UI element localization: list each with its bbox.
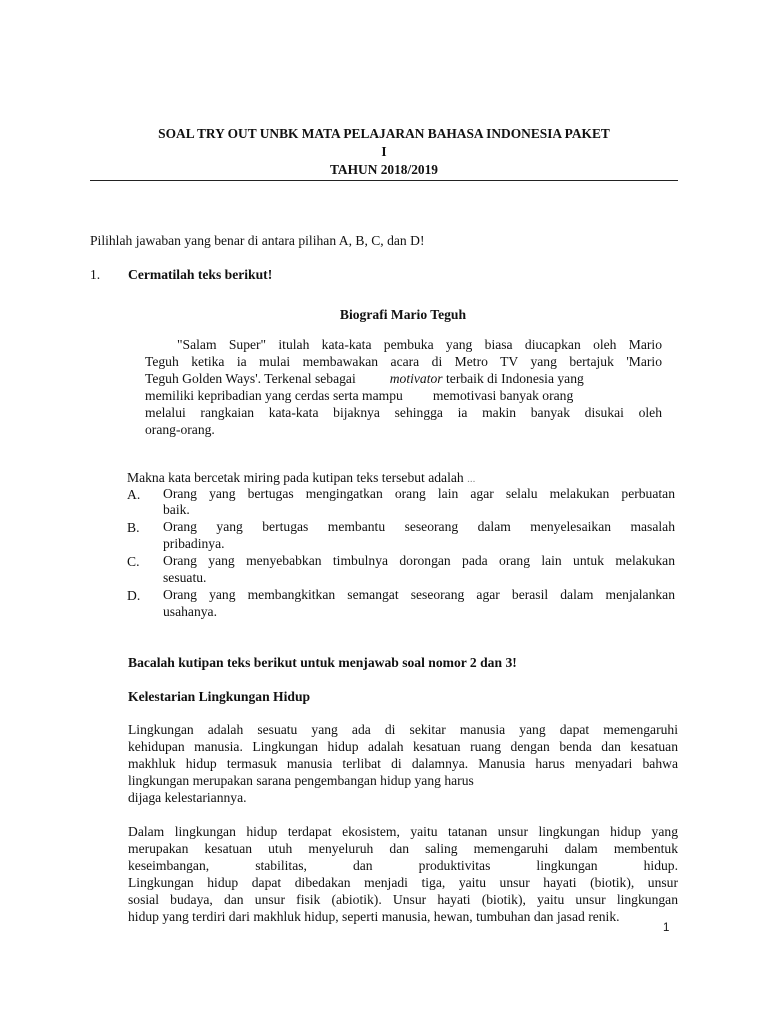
option-text-cont: baik. [163,502,190,517]
document-title-line-2: I [381,144,387,159]
passage-line: "Salam Super" itulah kata-kata pembuka yang biasa diucapkan oleh Mario [177,337,662,352]
header-divider [90,180,678,181]
word: dan [352,858,373,873]
word: hidup. [643,858,678,873]
paragraph-line: Lingkungan adalah sesuatu yang ada di sekitar manusia yang dapat memengaruhi [128,722,678,737]
section-instruction: Bacalah kutipan teks berikut untuk menjawab soal nomor 2 dan 3! [128,655,517,670]
section-title: Kelestarian Lingkungan Hidup [128,689,311,704]
passage-line: Teguh ketika ia mulai membawakan acara di Metro TV yang bertajuk 'Mario [145,354,662,369]
question-text: Makna kata bercetak miring pada kutipan teks tersebut adalah ... [127,470,476,485]
passage-title: Biografi Mario Teguh [339,307,467,322]
option-text: Orang yang bertugas mengingatkan orang lain agar selalu melakukan perbuatan [163,486,675,501]
paragraph-line: dijaga kelestariannya. [128,790,247,805]
option-text: Orang yang bertugas membantu seseorang dalam menyelesaikan masalah [163,519,675,534]
passage-line: memiliki kepribadian yang cerdas serta mampu memotivasi banyak orang [145,388,574,403]
question-number: 1. [90,267,101,282]
question-prompt: Cermatilah teks berikut! [128,267,273,282]
word: keseimbangan, [128,858,210,873]
passage-line: melalui rangkaian kata-kata bijaknya sehingga ia makin banyak disukai oleh [145,405,662,420]
word: stabilitas, [255,858,307,873]
paragraph-line: merupakan kesatuan utuh menyeluruh dan saling memengaruhi dalam membentuk [128,841,678,856]
option-letter: B. [127,520,140,535]
paragraph-line: Dalam lingkungan hidup terdapat ekosistem, yaitu tatanan unsur lingkungan hidup yang [128,824,678,839]
document-year: TAHUN 2018/2019 [330,162,438,177]
paragraph-line: makhluk hidup termasuk manusia terlibat di dalamnya. Manusia harus menyadari bahwa [128,756,678,771]
passage-line: Teguh Golden Ways'. Terkenal sebagai motivator terbaik di Indonesia yang [145,371,584,386]
passage-line: orang-orang. [145,422,215,437]
document-title-line-1: SOAL TRY OUT UNBK MATA PELAJARAN BAHASA INDONESIA PAKET [158,126,610,141]
option-letter: D. [127,588,141,603]
paragraph-line-justified [128,857,678,874]
option-letter: C. [127,554,140,569]
option-text-cont: usahanya. [163,604,217,619]
option-text-cont: pribadinya. [163,536,225,551]
paragraph-line: hidup yang terdiri dari makhluk hidup, seperti manusia, hewan, tumbuhan dan jasad renik. [128,909,620,924]
option-text: Orang yang membangkitkan semangat seseorang agar berasil dalam menjalankan [163,587,675,602]
option-text: Orang yang menyebabkan timbulnya dorongan pada orang lain untuk melakukan [163,553,675,568]
option-letter: A. [127,487,141,502]
paragraph-line: sosial budaya, dan unsur fisik (abiotik). Unsur hayati (biotik), yaitu unsur lingkungan [128,892,678,907]
paragraph-line: lingkungan merupakan sarana pengembangan hidup yang harus [128,773,474,788]
question-ellipsis: ... [467,473,476,485]
word: lingkungan [536,858,598,873]
paragraph-line: kehidupan manusia. Lingkungan hidup adalah kesatuan ruang dengan benda dan kesatuan [128,739,678,754]
paragraph-line: Lingkungan hidup dapat dibedakan menjadi tiga, yaitu unsur hayati (biotik), unsur [128,875,678,890]
italic-word: motivator [389,371,443,386]
option-text-cont: sesuatu. [163,570,207,585]
instruction-text: Pilihlah jawaban yang benar di antara pilihan A, B, C, dan D! [90,233,425,248]
page-number: 1 [663,922,670,934]
word: produktivitas [418,858,491,873]
